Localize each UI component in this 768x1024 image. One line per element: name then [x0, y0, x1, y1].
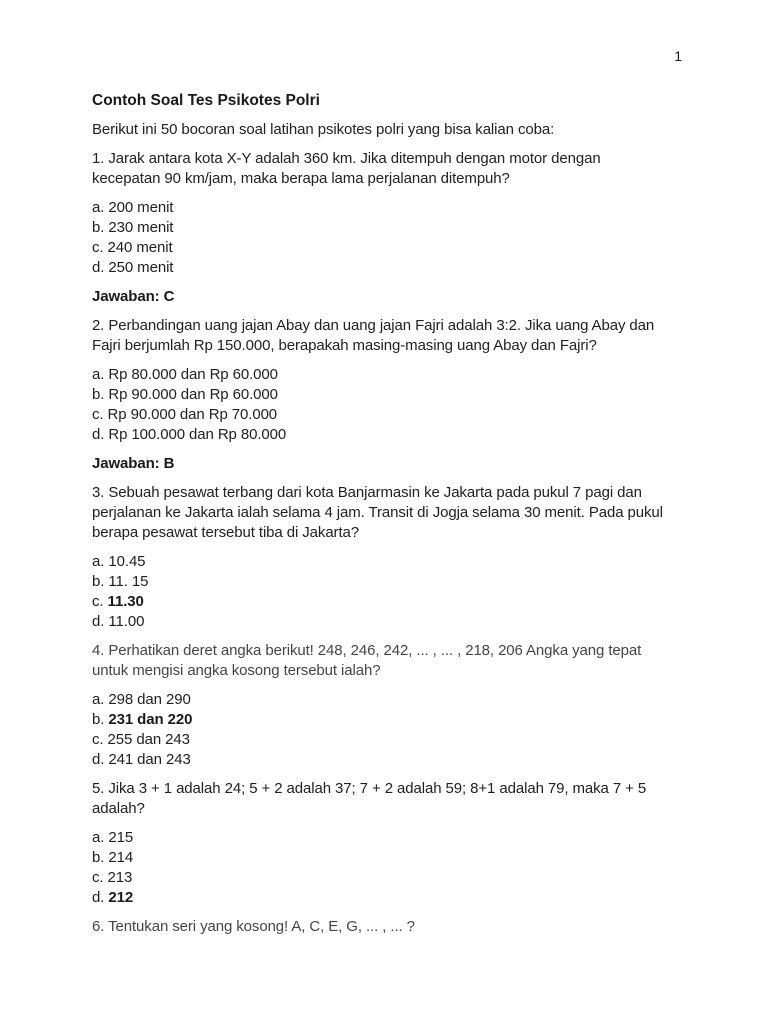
option-text: 11. 15 [108, 573, 149, 590]
answer-option [92, 612, 768, 632]
option-label: a. [92, 199, 105, 216]
answer-option [92, 258, 768, 278]
page-number: 1 [674, 48, 682, 64]
option-label: c. [92, 869, 104, 886]
option-label: a. [92, 553, 105, 570]
question-2 [92, 316, 768, 356]
question-text-line: adalah? [92, 800, 145, 817]
question-4-options [92, 690, 768, 770]
question-5 [92, 779, 768, 819]
option-label: b. [92, 219, 105, 236]
question-text-line: perjalanan ke Jakarta ialah selama 4 jam. Transit di Jogja selama 30 menit. Pada pukul [92, 504, 663, 521]
question-text-line: 4. Perhatikan deret angka berikut! 248, 246, 242, ... , ... , 218, 206 Angka yang tepat [92, 642, 642, 659]
document-title: Contoh Soal Tes Psikotes Polri [92, 92, 320, 109]
document-content [92, 91, 768, 937]
option-text: 11.00 [108, 613, 145, 630]
option-text: 213 [107, 869, 133, 886]
option-text: 240 menit [107, 239, 173, 256]
option-label: b. [92, 849, 105, 866]
question-5-options [92, 828, 768, 908]
question-2-options [92, 365, 768, 445]
question-text-line: Fajri berjumlah Rp 150.000, berapakah masing-masing uang Abay dan Fajri? [92, 337, 597, 354]
question-text-line: 5. Jika 3 + 1 adalah 24; 5 + 2 adalah 37; 7 + 2 adalah 59; 8+1 adalah 79, maka 7 + 5 [92, 780, 647, 797]
question-text-line: 6. Tentukan seri yang kosong! A, C, E, G, ... , ... ? [92, 918, 415, 935]
option-text: Rp 80.000 dan Rp 60.000 [108, 366, 278, 383]
answer-option [92, 552, 768, 572]
option-label: d. [92, 613, 105, 630]
option-label: b. [92, 386, 105, 403]
option-text: 250 menit [108, 259, 174, 276]
question-1-options [92, 198, 768, 278]
option-label: d. [92, 426, 105, 443]
answer-key: Jawaban: B [92, 455, 175, 472]
option-text: Rp 90.000 dan Rp 60.000 [108, 386, 278, 403]
option-label: c. [92, 731, 104, 748]
answer-option [92, 848, 768, 868]
option-label: b. [92, 711, 105, 728]
option-text-bold: 212 [108, 889, 134, 906]
option-text: 215 [108, 829, 134, 846]
option-text: 214 [108, 849, 134, 866]
option-text: Rp 90.000 dan Rp 70.000 [107, 406, 278, 423]
option-text: 10.45 [108, 553, 146, 570]
answer-option [92, 750, 768, 770]
answer-option [92, 425, 768, 445]
answer-option [92, 888, 768, 908]
option-label: d. [92, 259, 105, 276]
answer-option [92, 868, 768, 888]
question-3 [92, 483, 768, 543]
answer-option [92, 730, 768, 750]
option-label: a. [92, 691, 105, 708]
option-text: 200 menit [108, 199, 174, 216]
option-text: 298 dan 290 [108, 691, 191, 708]
answer-option [92, 238, 768, 258]
question-text-line: untuk mengisi angka kosong tersebut ialah? [92, 662, 381, 679]
question-3-options [92, 552, 768, 632]
option-label: a. [92, 366, 105, 383]
answer-option [92, 385, 768, 405]
option-text: 255 dan 243 [107, 731, 190, 748]
question-text-line: berapa pesawat tersebut tiba di Jakarta? [92, 524, 360, 541]
option-text-bold: 231 dan 220 [108, 711, 193, 728]
option-label: c. [92, 239, 104, 256]
answer-option [92, 405, 768, 425]
question-text-line: 1. Jarak antara kota X-Y adalah 360 km. Jika ditempuh dengan motor dengan [92, 150, 601, 167]
answer-option [92, 592, 768, 612]
intro-text: Berikut ini 50 bocoran soal latihan psikotes polri yang bisa kalian coba: [92, 121, 555, 138]
question-4 [92, 641, 768, 681]
option-text-bold: 11.30 [107, 593, 144, 610]
option-label: c. [92, 593, 104, 610]
option-label: d. [92, 751, 105, 768]
answer-option [92, 690, 768, 710]
question-text-line: kecepatan 90 km/jam, maka berapa lama perjalanan ditempuh? [92, 170, 510, 187]
option-text: 230 menit [108, 219, 174, 236]
option-label: d. [92, 889, 105, 906]
question-text-line: 3. Sebuah pesawat terbang dari kota Banjarmasin ke Jakarta pada pukul 7 pagi dan [92, 484, 642, 501]
answer-option [92, 218, 768, 238]
answer-key: Jawaban: C [92, 288, 175, 305]
option-label: b. [92, 573, 105, 590]
answer-option [92, 198, 768, 218]
answer-option [92, 572, 768, 592]
answer-option [92, 710, 768, 730]
option-text: Rp 100.000 dan Rp 80.000 [108, 426, 287, 443]
option-text: 241 dan 243 [108, 751, 191, 768]
answer-option [92, 828, 768, 848]
question-6 [92, 917, 768, 937]
option-label: c. [92, 406, 104, 423]
question-text-line: 2. Perbandingan uang jajan Abay dan uang jajan Fajri adalah 3:2. Jika uang Abay dan [92, 317, 655, 334]
question-1 [92, 149, 768, 189]
option-label: a. [92, 829, 105, 846]
answer-option [92, 365, 768, 385]
